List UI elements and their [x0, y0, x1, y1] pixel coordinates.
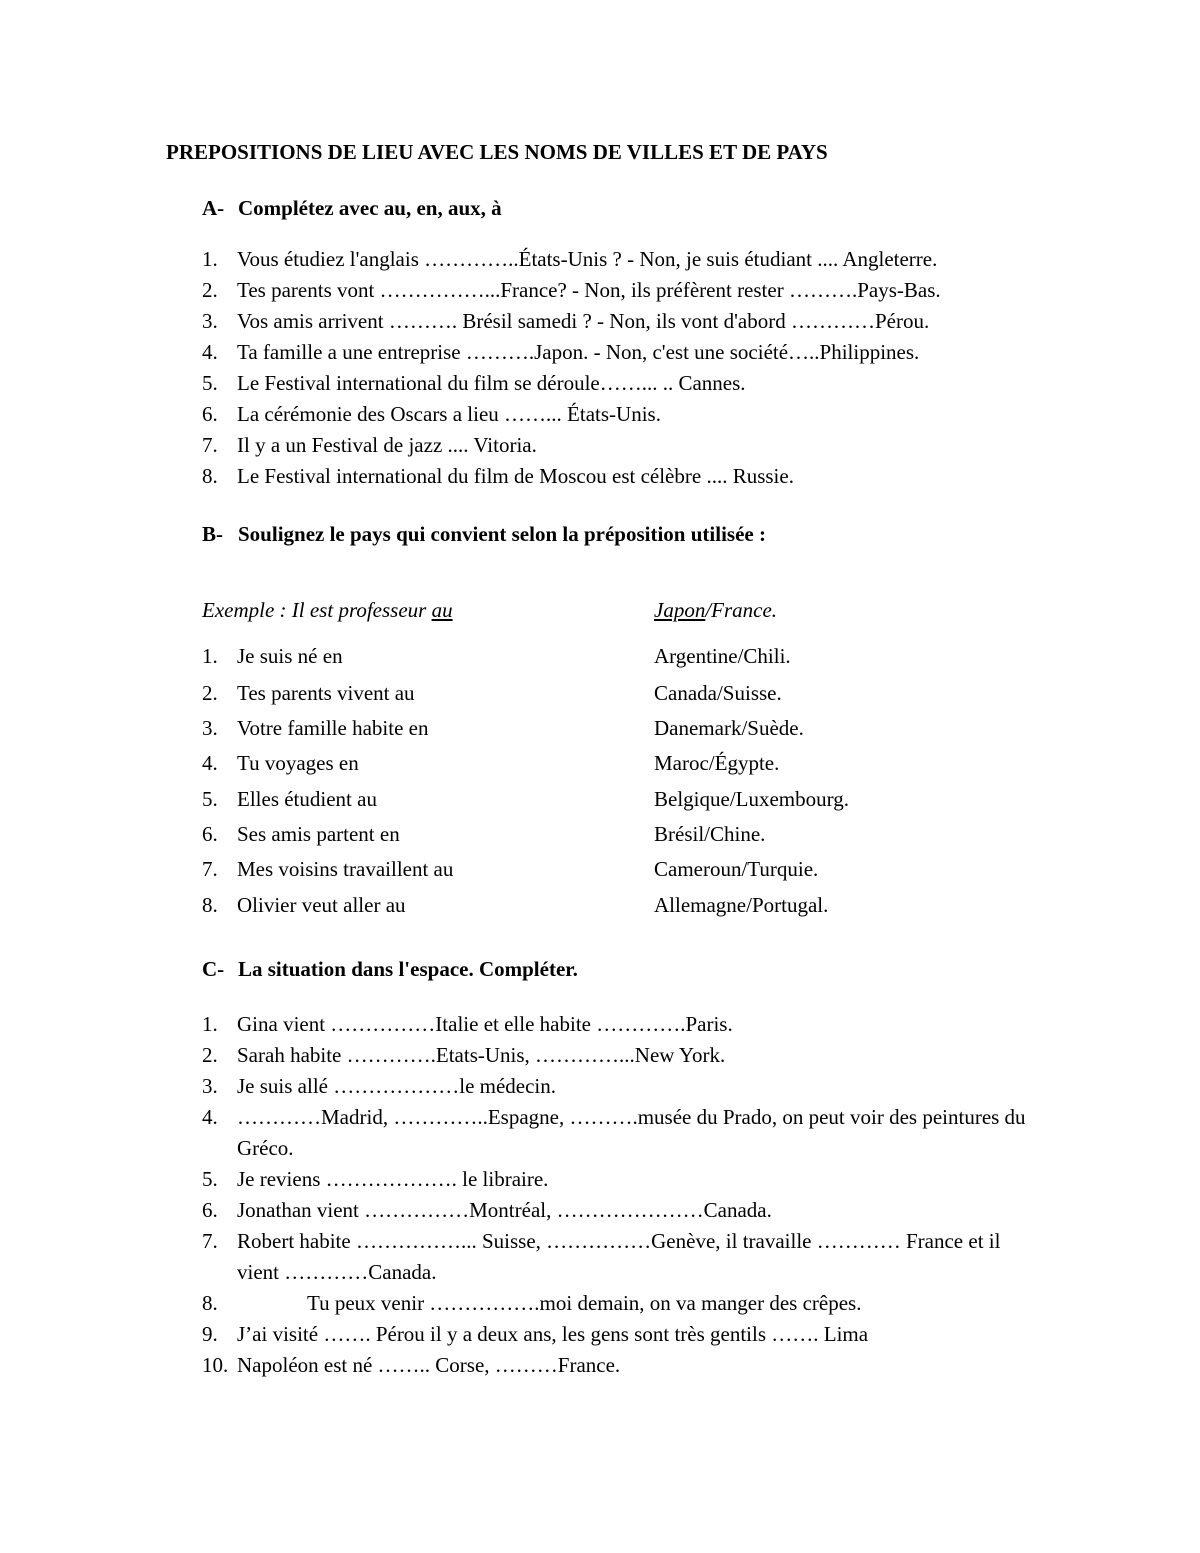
country-choices: Canada/Suisse.: [654, 681, 782, 705]
item-number: 6.: [202, 822, 218, 846]
item-text: Elles étudient au: [237, 787, 377, 811]
list-item: [202, 1071, 556, 1102]
item-text: Tes parents vont ……………...France? - Non, ils préfèrent rester ……….Pays-Bas.: [237, 278, 941, 302]
list-item: [202, 890, 406, 921]
item-number: 3.: [202, 309, 218, 333]
item-number: 9.: [202, 1322, 218, 1346]
item-text: Olivier veut aller au: [237, 893, 406, 917]
list-item: [202, 1102, 1037, 1164]
list-item: [202, 461, 794, 492]
item-text: La cérémonie des Oscars a lieu ……... États-Unis.: [237, 402, 661, 426]
item-text: Sarah habite ………….Etats-Unis, …………...New York.: [237, 1043, 726, 1067]
item-text: Je reviens ………………. le libraire.: [237, 1167, 549, 1191]
list-item: [202, 1009, 733, 1040]
item-number: 2.: [202, 681, 218, 705]
item-text: Le Festival international du film de Moscou est célèbre .... Russie.: [237, 464, 794, 488]
item-number: 7.: [202, 857, 218, 881]
section-b-heading: [202, 522, 766, 547]
example-countries: [654, 598, 777, 623]
example-sentence: [202, 598, 453, 623]
item-text: J’ai visité ……. Pérou il y a deux ans, les gens sont très gentils ……. Lima: [237, 1322, 869, 1346]
item-number: 2.: [202, 278, 218, 302]
section-b-letter: B-: [202, 522, 223, 546]
country-choices: Maroc/Égypte.: [654, 751, 780, 775]
list-item: [202, 748, 359, 779]
item-text: …………Madrid, …………..Espagne, ……….musée du Prado, on peut voir des peintures du Gréco.: [237, 1105, 1026, 1160]
item-number: 3.: [202, 1074, 218, 1098]
list-item: [202, 1319, 868, 1350]
item-text: Mes voisins travaillent au: [237, 857, 454, 881]
example-country-rest: /France.: [705, 598, 778, 622]
item-number: 4.: [202, 751, 218, 775]
item-number: 1.: [202, 247, 218, 271]
list-item: [202, 1195, 772, 1226]
country-choices: Argentine/Chili.: [654, 644, 791, 668]
item-number: 8.: [202, 1291, 218, 1315]
list-item: [202, 678, 415, 709]
item-number: 7.: [202, 1229, 218, 1253]
page-title: PREPOSITIONS DE LIEU AVEC LES NOMS DE VILLES ET DE PAYS: [166, 140, 828, 164]
list-item: [202, 854, 453, 885]
item-number: 8.: [202, 464, 218, 488]
list-item: [202, 713, 428, 744]
item-text: Tes parents vivent au: [237, 681, 415, 705]
item-text: Il y a un Festival de jazz .... Vitoria.: [237, 433, 537, 457]
list-item: [202, 399, 661, 430]
item-number: 5.: [202, 1167, 218, 1191]
country-choices: Danemark/Suède.: [654, 716, 804, 740]
item-text: Ses amis partent en: [237, 822, 400, 846]
list-item: [202, 1040, 725, 1071]
item-text: Napoléon est né …….. Corse, ………France.: [237, 1353, 621, 1377]
list-item: [202, 244, 937, 275]
item-text: Vos amis arrivent ………. Brésil samedi ? - Non, ils vont d'abord …………Pérou.: [237, 309, 930, 333]
list-item: [202, 1164, 548, 1195]
item-text: Vous étudiez l'anglais …………..États-Unis ? - Non, je suis étudiant .... Angleterre.: [237, 247, 938, 271]
list-item: [202, 1288, 861, 1319]
item-number: 7.: [202, 433, 218, 457]
item-number: 1.: [202, 1012, 218, 1036]
item-number: 5.: [202, 371, 218, 395]
item-number: 8.: [202, 893, 218, 917]
item-number: 2.: [202, 1043, 218, 1067]
item-number: 6.: [202, 1198, 218, 1222]
section-a-title: Complétez avec au, en, aux, à: [238, 196, 502, 220]
item-text: Robert habite ……………... Suisse, ……………Genève, il travaille ………… France et il vient …………Canada.: [237, 1229, 1001, 1284]
section-b-title: Soulignez le pays qui convient selon la préposition utilisée :: [238, 522, 766, 546]
item-number: 5.: [202, 787, 218, 811]
item-text: Tu peux venir …………….moi demain, on va manger des crêpes.: [307, 1291, 862, 1315]
example-prefix: Exemple : Il est professeur: [202, 598, 432, 622]
list-item: [202, 819, 400, 850]
item-text: Votre famille habite en: [237, 716, 429, 740]
section-c-title: La situation dans l'espace. Compléter.: [238, 957, 578, 981]
item-number: 4.: [202, 340, 218, 364]
item-number: 4.: [202, 1105, 218, 1129]
list-item: [202, 1350, 620, 1381]
example-preposition: au: [431, 598, 453, 622]
item-text: Ta famille a une entreprise ……….Japon. - Non, c'est une société…..Philippines.: [237, 340, 920, 364]
example-country-answer: Japon: [654, 598, 706, 622]
country-choices: Brésil/Chine.: [654, 822, 766, 846]
list-item: [202, 1226, 1037, 1288]
item-number: 1.: [202, 644, 218, 668]
section-c-letter: C-: [202, 957, 225, 981]
country-choices: Belgique/Luxembourg.: [654, 787, 849, 811]
list-item: [202, 430, 537, 461]
item-number: 6.: [202, 402, 218, 426]
item-number: 10.: [202, 1353, 229, 1377]
list-item: [202, 337, 919, 368]
country-choices: Cameroun/Turquie.: [654, 857, 819, 881]
section-c-heading: [202, 957, 578, 982]
list-item: [202, 275, 941, 306]
item-text: Gina vient ……………Italie et elle habite ………….Paris.: [237, 1012, 733, 1036]
section-a-heading: [202, 196, 502, 221]
section-a-letter: A-: [202, 196, 225, 220]
item-text: Jonathan vient ……………Montréal, …………………Canada.: [237, 1198, 772, 1222]
item-text: Le Festival international du film se déroule……... .. Cannes.: [237, 371, 746, 395]
list-item: [202, 368, 746, 399]
item-text: Tu voyages en: [237, 751, 359, 775]
country-choices: Allemagne/Portugal.: [654, 893, 829, 917]
list-item: [202, 641, 343, 672]
item-number: 3.: [202, 716, 218, 740]
item-text: Je suis né en: [237, 644, 343, 668]
list-item: [202, 306, 929, 337]
item-text: Je suis allé ………………le médecin.: [237, 1074, 557, 1098]
list-item: [202, 784, 377, 815]
